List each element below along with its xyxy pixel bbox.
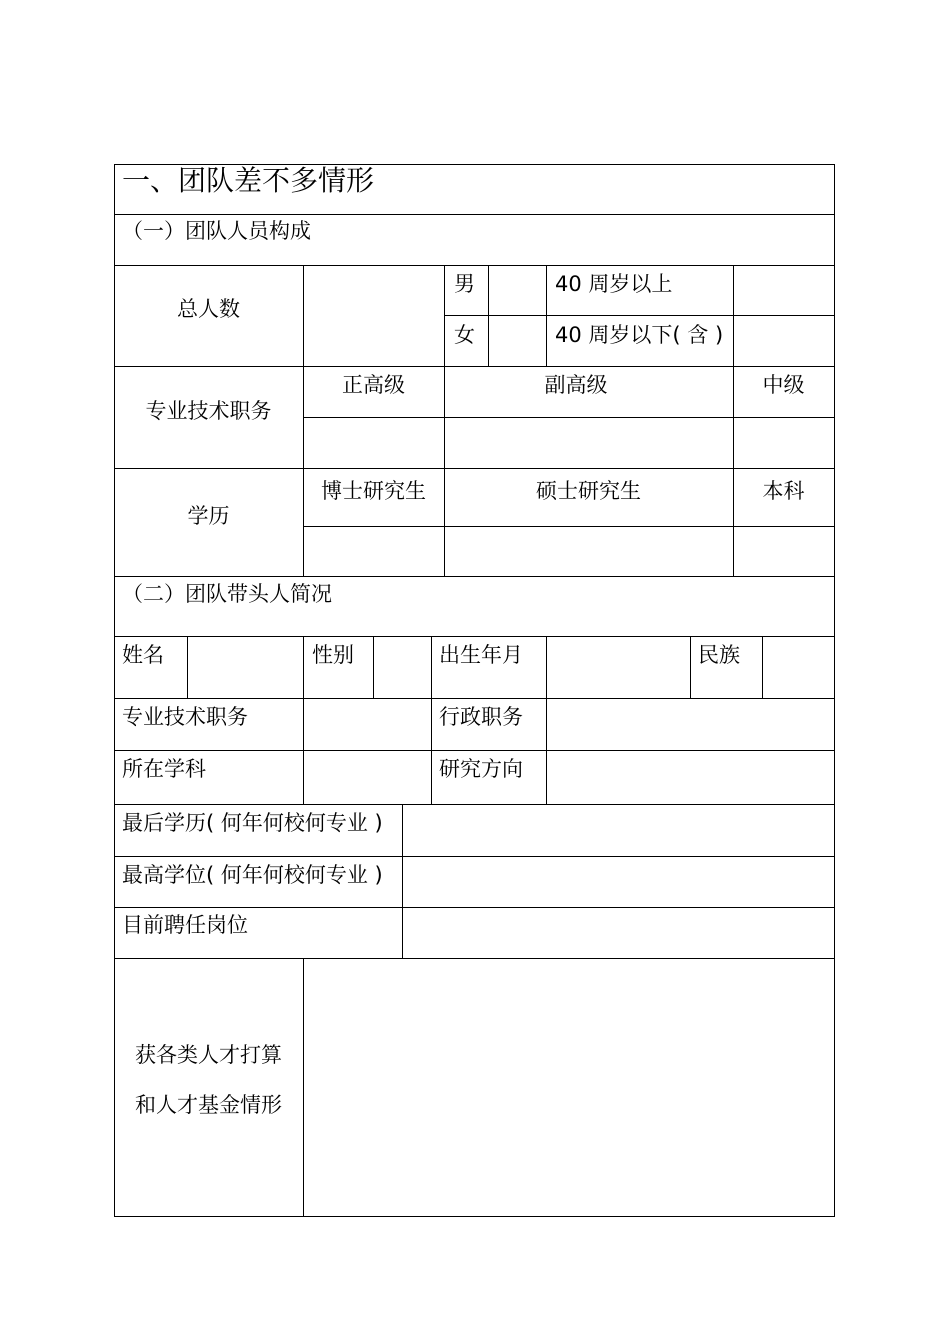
table-border (187, 636, 188, 698)
table-border (303, 958, 304, 1217)
table-border (690, 636, 691, 698)
highest-degree-label: 最高学位( 何年何校何专业 ) (122, 863, 383, 887)
composition-heading: （一）团队人员构成 (122, 219, 311, 243)
section-title: 一、团队差不多情形 (122, 164, 375, 197)
talent-programs-label-line2: 和人才基金情形 (135, 1093, 282, 1117)
total-count-label: 总人数 (177, 297, 240, 321)
table-border (303, 265, 304, 576)
table-border (114, 214, 835, 215)
male-label: 男 (454, 272, 475, 296)
age-over-40-label: 40 周岁以上 (555, 272, 673, 296)
intermediate-title-label: 中级 (762, 373, 805, 397)
table-border (444, 265, 445, 576)
table-border (373, 636, 374, 698)
phd-label: 博士研究生 (321, 479, 426, 503)
table-border (114, 698, 835, 699)
table-border (114, 958, 835, 959)
table-border (834, 164, 835, 1217)
tech-title-row-label: 专业技术职务 (145, 399, 272, 423)
table-border (402, 804, 403, 958)
bachelor-label: 本科 (762, 479, 805, 503)
table-border (303, 636, 304, 804)
table-border (733, 265, 734, 576)
name-label: 姓名 (122, 643, 164, 667)
senior-title-label: 正高级 (342, 373, 405, 397)
table-border (762, 636, 763, 698)
table-border (444, 315, 835, 316)
table-border (488, 265, 489, 366)
table-border (114, 750, 835, 751)
current-position-label: 目前聘任岗位 (122, 913, 248, 937)
age-under-40-label: 40 周岁以下( 含 ) (555, 323, 724, 347)
gender-label: 性别 (312, 643, 354, 667)
table-border (114, 907, 835, 908)
birth-date-label: 出生年月 (439, 643, 523, 667)
table-border (546, 636, 547, 804)
associate-title-label: 副高级 (544, 373, 608, 397)
table-border (303, 417, 835, 418)
table-border (114, 804, 835, 805)
team-info-form (114, 164, 835, 1217)
table-border (114, 636, 835, 637)
tech-title-label: 专业技术职务 (122, 705, 248, 729)
talent-programs-label-line1: 获各类人才打算 (135, 1043, 282, 1067)
research-direction-label: 研究方向 (439, 757, 523, 781)
table-border (546, 265, 547, 366)
education-row-label: 学历 (187, 504, 230, 528)
table-border (303, 526, 835, 527)
discipline-label: 所在学科 (122, 757, 206, 781)
female-label: 女 (454, 323, 475, 347)
admin-title-label: 行政职务 (439, 705, 523, 729)
table-border (114, 1216, 835, 1217)
table-border (431, 636, 432, 804)
ethnicity-label: 民族 (698, 643, 740, 667)
table-border (114, 366, 835, 367)
table-border (114, 576, 835, 577)
table-border (114, 856, 835, 857)
leader-heading: （二）团队带头人简况 (122, 582, 332, 606)
last-education-label: 最后学历( 何年何校何专业 ) (122, 811, 383, 835)
table-border (114, 468, 835, 469)
table-border (114, 265, 835, 266)
masters-label: 硕士研究生 (536, 479, 641, 503)
